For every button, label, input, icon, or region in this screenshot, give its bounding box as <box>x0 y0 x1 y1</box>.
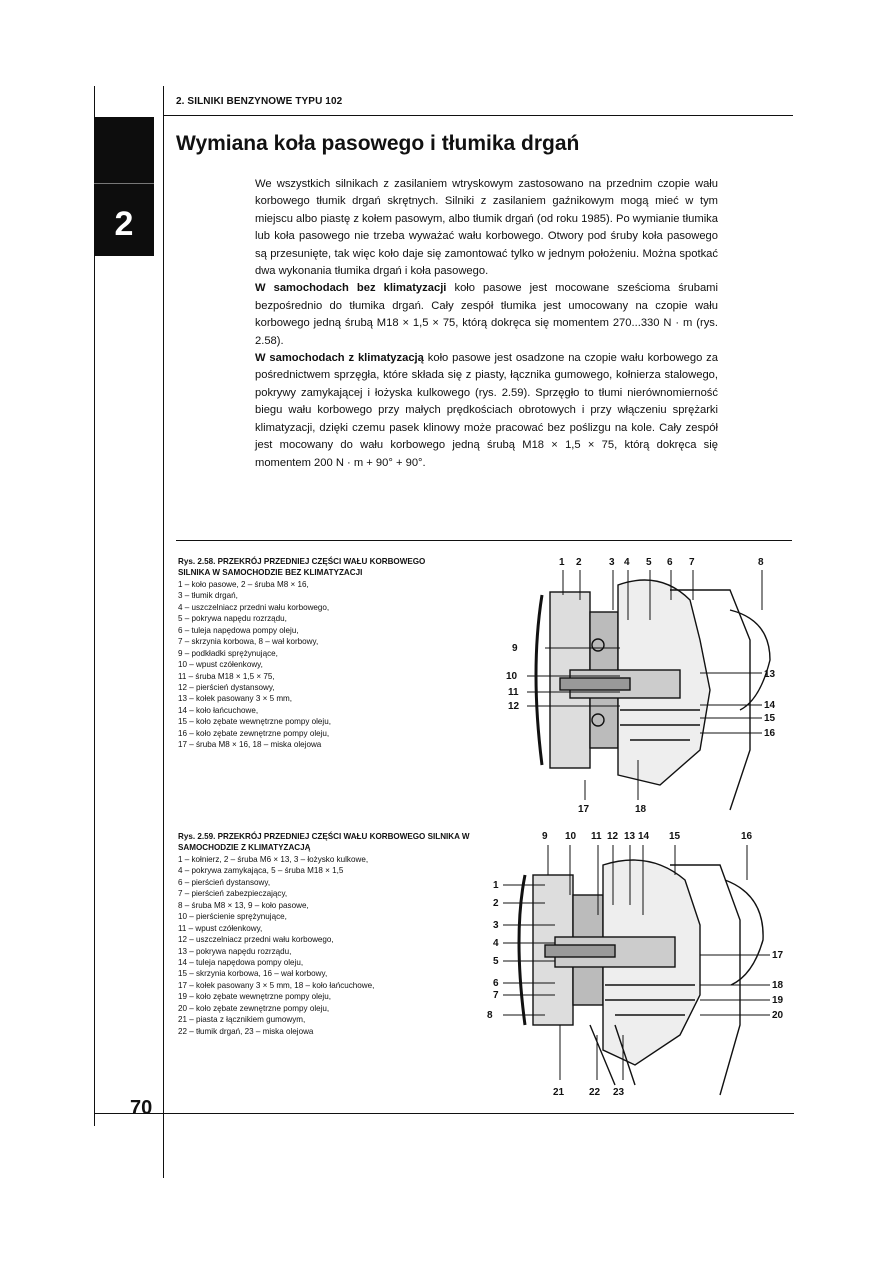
legend-item: 21 – piasta z łącznikiem gumowym, <box>178 1015 306 1025</box>
legend-item: 15 – koło zębate wewnętrzne pompy oleju, <box>178 717 331 727</box>
callout-label: 17 <box>578 804 590 815</box>
paragraph-2-lead: W samochodach bez klimatyzacji <box>255 282 447 295</box>
callout-label: 2 <box>576 557 582 568</box>
callout-label: 9 <box>512 643 518 654</box>
callout-label: 4 <box>624 557 630 568</box>
callout-label: 18 <box>635 804 647 815</box>
legend-item: 1 – kołnierz, 2 – śruba M6 × 13, 3 – łożysko kulkowe, <box>178 854 369 864</box>
callout-label: 1 <box>559 557 565 568</box>
callout-label: 9 <box>542 831 548 842</box>
callout-label: 14 <box>764 700 776 711</box>
legend-item: 22 – tłumik drgań, 23 – miska olejowa <box>178 1026 314 1036</box>
callout-label: 2 <box>493 898 499 909</box>
chapter-tab <box>94 117 154 256</box>
legend-item: 9 – podkładki sprężynujące, <box>178 648 278 658</box>
paragraph-1: We wszystkich silnikach z zasilaniem wtryskowym zastosowano na przednim czopie wału korbowego tłumik drgań skrętnych. Silniki z zasilaniem gaźnikowym mogą mieć w tym miejscu albo piastę z kołem pasowym, albo tłumik drgań (od roku 1985). Po wymianie tłumika lub koła pasowego nie trzeba wyważać wału korbowego. Otwory pod śruby koła pasowego są przesunięte, tak więc koło daje się zamontować tylko w jednym położeniu. Można spotkać dwa wykonania tłumika drgań i koła pasowego. <box>255 178 718 278</box>
callout-label: 10 <box>565 831 577 842</box>
legend-item: 19 – koło zębate wewnętrzne pompy oleju, <box>178 992 331 1002</box>
legend-item: 20 – koło zębate zewnętrzne pompy oleju, <box>178 1003 330 1013</box>
page-number: 70 <box>130 1097 153 1119</box>
body-text <box>255 176 718 472</box>
callout-label: 1 <box>493 880 499 891</box>
callout-label: 12 <box>508 701 520 712</box>
left-margin-rule <box>163 86 164 1178</box>
paragraph-2 <box>255 280 718 350</box>
callout-label: 4 <box>493 938 499 949</box>
callout-label: 14 <box>638 831 650 842</box>
callout-label: 22 <box>589 1087 601 1098</box>
legend-item: 10 – wpust czółenkowy, <box>178 660 263 670</box>
callout-label: 18 <box>772 980 784 991</box>
callout-label: 20 <box>772 1010 784 1021</box>
chapter-number: 2 <box>114 205 134 243</box>
callout-label: 3 <box>609 557 615 568</box>
legend-item: 11 – śruba M18 × 1,5 × 75, <box>178 671 275 681</box>
callout-label: 11 <box>508 687 519 698</box>
callout-label: 5 <box>493 956 499 967</box>
callout-label: 12 <box>607 831 619 842</box>
legend-item: 16 – koło zębate zewnętrzne pompy oleju, <box>178 728 330 738</box>
legend-item: 7 – skrzynia korbowa, 8 – wał korbowy, <box>178 637 319 647</box>
legend-item: 17 – śruba M8 × 16, 18 – miska olejowa <box>178 740 322 750</box>
paragraph-3 <box>255 350 718 472</box>
legend-item: 10 – pierścienie sprężynujące, <box>178 912 287 922</box>
legend-item: 17 – kołek pasowany 3 × 5 mm, 18 – koło łańcuchowe, <box>178 980 375 990</box>
paragraph-2-text: koło pasowe jest mocowane sześcioma śrubami bezpośrednio do tłumika drgań. Cały zespół tłumika jest umocowany na czopie wału korbowego jedną śrubą M18 × 1,5 × 75, którą dokręca się momentem 270...330 N · m (rys. 2.58). <box>255 282 718 347</box>
callout-label: 16 <box>741 831 753 842</box>
callout-label: 17 <box>772 950 784 961</box>
callout-label: 10 <box>506 671 518 682</box>
figure-259-caption-title: Rys. 2.59. PRZEKRÓJ PRZEDNIEJ CZĘŚCI WAŁU KORBOWEGO SILNIKA W SAMOCHODZIE Z KLIMATYZACJĄ <box>178 832 470 853</box>
legend-item: 13 – kołek pasowany 3 × 5 mm, <box>178 694 293 704</box>
paragraph-3-text: koło pasowe jest osadzone na czopie wału korbowego za pośrednictwem sprzęgła, które składa się z piasty, łącznika gumowego, kołnierza stalowego, pokrywy zamykającej i łożyska kulkowego (rys. 2.59). Sprzęgło to tłumi nierównomierność biegu wału korbowego przy małych prędkościach obrotowych i przy włączeniu sprężarki klimatyzacji, dzięki czemu pasek klinowy może pracować bez poślizgu na kole. Cały zespół jest mocowany do wału korbowego jedną śrubą M18 × 1,5 × 75, którą dokręca się momentem 200 N · m + 90° + 90°. <box>255 352 718 469</box>
callout-label: 8 <box>758 557 764 568</box>
legend-item: 13 – pokrywa napędu rozrządu, <box>178 946 292 956</box>
figure-259-caption <box>178 831 478 1037</box>
callout-label: 7 <box>689 557 695 568</box>
callout-label: 15 <box>669 831 681 842</box>
header-rule <box>163 115 793 116</box>
callout-label: 16 <box>764 728 776 739</box>
figure-259-legend <box>178 854 478 1037</box>
callout-label: 8 <box>487 1010 493 1021</box>
legend-item: 6 – tuleja napędowa pompy oleju, <box>178 625 299 635</box>
callout-label: 5 <box>646 557 652 568</box>
legend-item: 4 – uszczelniacz przedni wału korbowego, <box>178 602 330 612</box>
footer-rule <box>94 1113 794 1114</box>
callout-label: 19 <box>772 995 784 1006</box>
legend-item: 11 – wpust czółenkowy, <box>178 923 263 933</box>
legend-item: 3 – tłumik drgań, <box>178 591 238 601</box>
callout-label: 3 <box>493 920 499 931</box>
callout-label: 21 <box>553 1087 565 1098</box>
callout-label: 13 <box>624 831 636 842</box>
legend-item: 8 – śruba M8 × 13, 9 – koło pasowe, <box>178 900 309 910</box>
figure-258-drawing <box>500 550 800 820</box>
figure-258-legend <box>178 579 428 751</box>
callout-label: 7 <box>493 990 499 1001</box>
legend-item: 1 – koło pasowe, 2 – śruba M8 × 16, <box>178 579 309 589</box>
section-header: 2. SILNIKI BENZYNOWE TYPU 102 <box>176 96 343 107</box>
legend-item: 7 – pierścień zabezpieczający, <box>178 889 288 899</box>
page-title: Wymiana koła pasowego i tłumika drgań <box>176 132 580 155</box>
figure-258-caption-title: Rys. 2.58. PRZEKRÓJ PRZEDNIEJ CZĘŚCI WAŁU KORBOWEGO SILNIKA W SAMOCHODZIE BEZ KLIMATYZACJI <box>178 557 426 578</box>
paragraph-3-lead: W samochodach z klimatyzacją <box>255 352 424 365</box>
callout-label: 6 <box>493 978 499 989</box>
figure-258-caption <box>178 556 428 751</box>
callout-label: 23 <box>613 1087 625 1098</box>
legend-item: 15 – skrzynia korbowa, 16 – wał korbowy, <box>178 969 328 979</box>
tab-divider <box>94 183 154 184</box>
legend-item: 12 – uszczelniacz przedni wału korbowego, <box>178 935 334 945</box>
figure-259-drawing <box>485 825 785 1105</box>
figure-separator-rule <box>176 540 792 541</box>
legend-item: 14 – tuleja napędowa pompy oleju, <box>178 957 304 967</box>
legend-item: 14 – koło łańcuchowe, <box>178 705 259 715</box>
legend-item: 4 – pokrywa zamykająca, 5 – śruba M18 × 1,5 <box>178 866 344 876</box>
callout-label: 6 <box>667 557 673 568</box>
callout-label: 15 <box>764 713 776 724</box>
legend-item: 5 – pokrywa napędu rozrządu, <box>178 614 287 624</box>
callout-label: 11 <box>591 831 602 842</box>
legend-item: 6 – pierścień dystansowy, <box>178 877 271 887</box>
callout-label: 13 <box>764 669 776 680</box>
legend-item: 12 – pierścień dystansowy, <box>178 682 275 692</box>
